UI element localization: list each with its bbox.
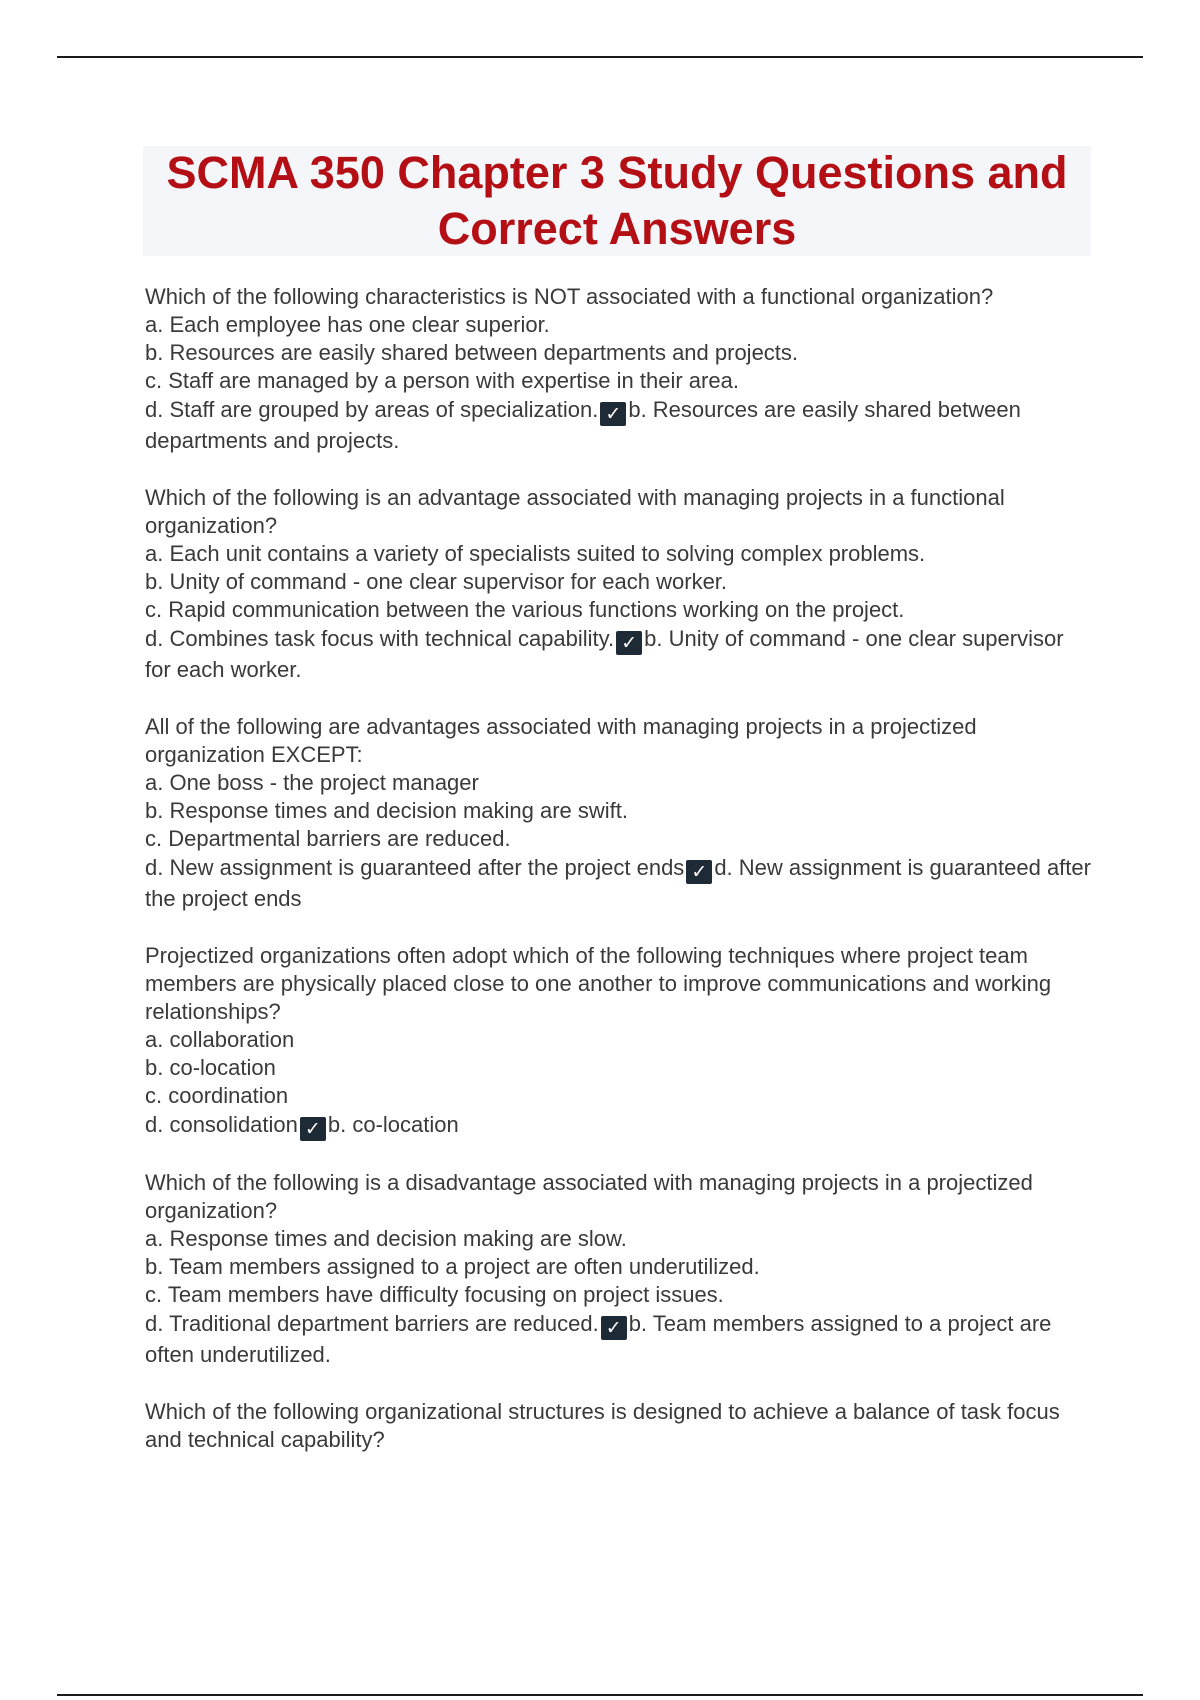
check-mark-icon: ✓ bbox=[616, 631, 642, 655]
option-b: b. Team members assigned to a project are often underutilized. bbox=[145, 1254, 760, 1279]
question-text: All of the following are advantages associated with managing projects in a projectized organization EXCEPT: bbox=[145, 714, 977, 767]
option-b: b. Unity of command - one clear supervisor for each worker. bbox=[145, 569, 728, 594]
option-c: c. Rapid communication between the various functions working on the project. bbox=[145, 597, 905, 622]
option-b: b. Resources are easily shared between departments and projects. bbox=[145, 340, 799, 365]
page-title: SCMA 350 Chapter 3 Study Questions and Correct Answers bbox=[166, 147, 1068, 254]
question-text: Which of the following is a disadvantage associated with managing projects in a projectized organization? bbox=[145, 1170, 1033, 1223]
option-a: a. Each unit contains a variety of specialists suited to solving complex problems. bbox=[145, 541, 926, 566]
question-text: Which of the following is an advantage associated with managing projects in a functional organization? bbox=[145, 485, 1005, 538]
option-a: a. One boss - the project manager bbox=[145, 770, 479, 795]
option-d: d. Traditional department barriers are reduced. bbox=[145, 1311, 599, 1336]
option-d-with-answer bbox=[145, 1309, 1095, 1370]
question-text: Which of the following organizational structures is designed to achieve a balance of task focus and technical capability? bbox=[145, 1399, 1060, 1452]
option-a: a. Each employee has one clear superior. bbox=[145, 312, 550, 337]
question-text: Which of the following characteristics is NOT associated with a functional organization? bbox=[145, 284, 994, 309]
option-b: b. Response times and decision making are swift. bbox=[145, 798, 629, 823]
correct-answer: b. Unity of command - one clear supervisor for each worker. bbox=[145, 626, 1064, 682]
option-c: c. Departmental barriers are reduced. bbox=[145, 826, 511, 851]
title-banner bbox=[143, 146, 1091, 256]
option-d-with-answer bbox=[145, 624, 1095, 685]
option-d: d. New assignment is guaranteed after the project ends bbox=[145, 855, 685, 880]
question-block bbox=[145, 713, 1095, 914]
option-d-with-answer bbox=[145, 1110, 1095, 1141]
question-block bbox=[145, 942, 1095, 1141]
question-block bbox=[145, 1398, 1095, 1454]
option-c: c. Team members have difficulty focusing on project issues. bbox=[145, 1282, 724, 1307]
top-rule bbox=[57, 56, 1143, 58]
option-b: b. co-location bbox=[145, 1055, 276, 1080]
correct-answer: b. co-location bbox=[327, 1112, 459, 1137]
option-c: c. coordination bbox=[145, 1083, 289, 1108]
correct-answer: b. Resources are easily shared between departments and projects. bbox=[145, 397, 1021, 453]
check-mark-icon: ✓ bbox=[300, 1117, 326, 1141]
check-mark-icon: ✓ bbox=[686, 860, 712, 884]
option-a: a. collaboration bbox=[145, 1027, 295, 1052]
option-d-with-answer bbox=[145, 395, 1095, 456]
bottom-rule bbox=[57, 1694, 1143, 1696]
question-block bbox=[145, 484, 1095, 685]
option-d: d. Staff are grouped by areas of specialization. bbox=[145, 397, 599, 422]
correct-answer: b. Team members assigned to a project are often underutilized. bbox=[145, 1311, 1052, 1367]
check-mark-icon: ✓ bbox=[601, 1316, 627, 1340]
question-list bbox=[145, 283, 1095, 1482]
option-a: a. Response times and decision making are slow. bbox=[145, 1226, 627, 1251]
question-text: Projectized organizations often adopt which of the following techniques where project team members are physically placed close to one another to improve communications and working relationships? bbox=[145, 943, 1052, 1024]
option-c: c. Staff are managed by a person with expertise in their area. bbox=[145, 368, 739, 393]
option-d-with-answer bbox=[145, 853, 1095, 914]
question-block bbox=[145, 1169, 1095, 1370]
check-mark-icon: ✓ bbox=[600, 402, 626, 426]
question-block bbox=[145, 283, 1095, 456]
correct-answer: d. New assignment is guaranteed after the project ends bbox=[145, 855, 1091, 911]
option-d: d. Combines task focus with technical capability. bbox=[145, 626, 615, 651]
option-d: d. consolidation bbox=[145, 1112, 298, 1137]
